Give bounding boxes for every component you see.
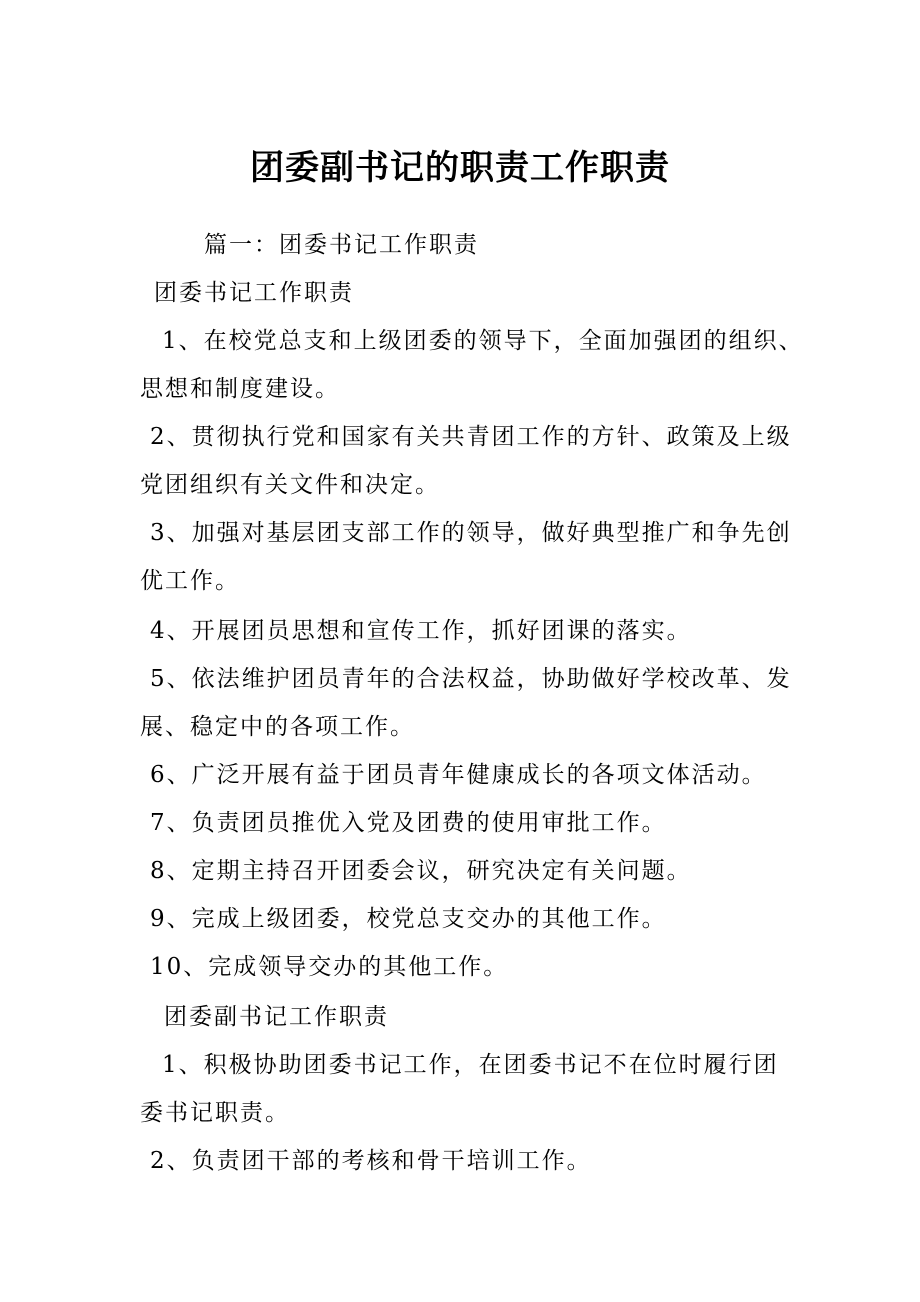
- text-line: 3、加强对基层团支部工作的领导，做好典型推广和争先创: [150, 520, 792, 546]
- page-title: 团委副书记的职责工作职责: [250, 148, 670, 188]
- text-line: 2、贯彻执行党和国家有关共青团工作的方针、政策及上级: [150, 424, 792, 450]
- text-line: 5、依法维护团员青年的合法权益，协助做好学校改革、发: [150, 666, 792, 692]
- text-line: 思想和制度建设。: [140, 376, 340, 402]
- text-line: 1、在校党总支和上级团委的领导下，全面加强团的组织、: [162, 328, 804, 354]
- text-line: 委书记职责。: [140, 1100, 290, 1126]
- text-line: 8、定期主持召开团委会议，研究决定有关问题。: [150, 858, 692, 884]
- text-line: 4、开展团员思想和宣传工作，抓好团课的落实。: [150, 618, 692, 644]
- text-line: 1、积极协助团委书记工作，在团委书记不在位时履行团: [162, 1052, 779, 1078]
- text-line: 6、广泛开展有益于团员青年健康成长的各项文体活动。: [150, 762, 767, 788]
- text-line: 党团组织有关文件和决定。: [140, 472, 440, 498]
- text-line: 10、完成领导交办的其他工作。: [150, 954, 509, 980]
- text-line: 展、稳定中的各项工作。: [140, 714, 415, 740]
- subsection-heading: 团委副书记工作职责: [164, 1004, 389, 1030]
- text-line: 7、负责团员推优入党及团费的使用审批工作。: [150, 810, 667, 836]
- text-line: 2、负责团干部的考核和骨干培训工作。: [150, 1148, 592, 1174]
- text-line: 优工作。: [140, 568, 240, 594]
- section-heading: 篇一：团委书记工作职责: [204, 232, 479, 258]
- text-line: 9、完成上级团委，校党总支交办的其他工作。: [150, 906, 667, 932]
- subsection-heading: 团委书记工作职责: [154, 280, 354, 306]
